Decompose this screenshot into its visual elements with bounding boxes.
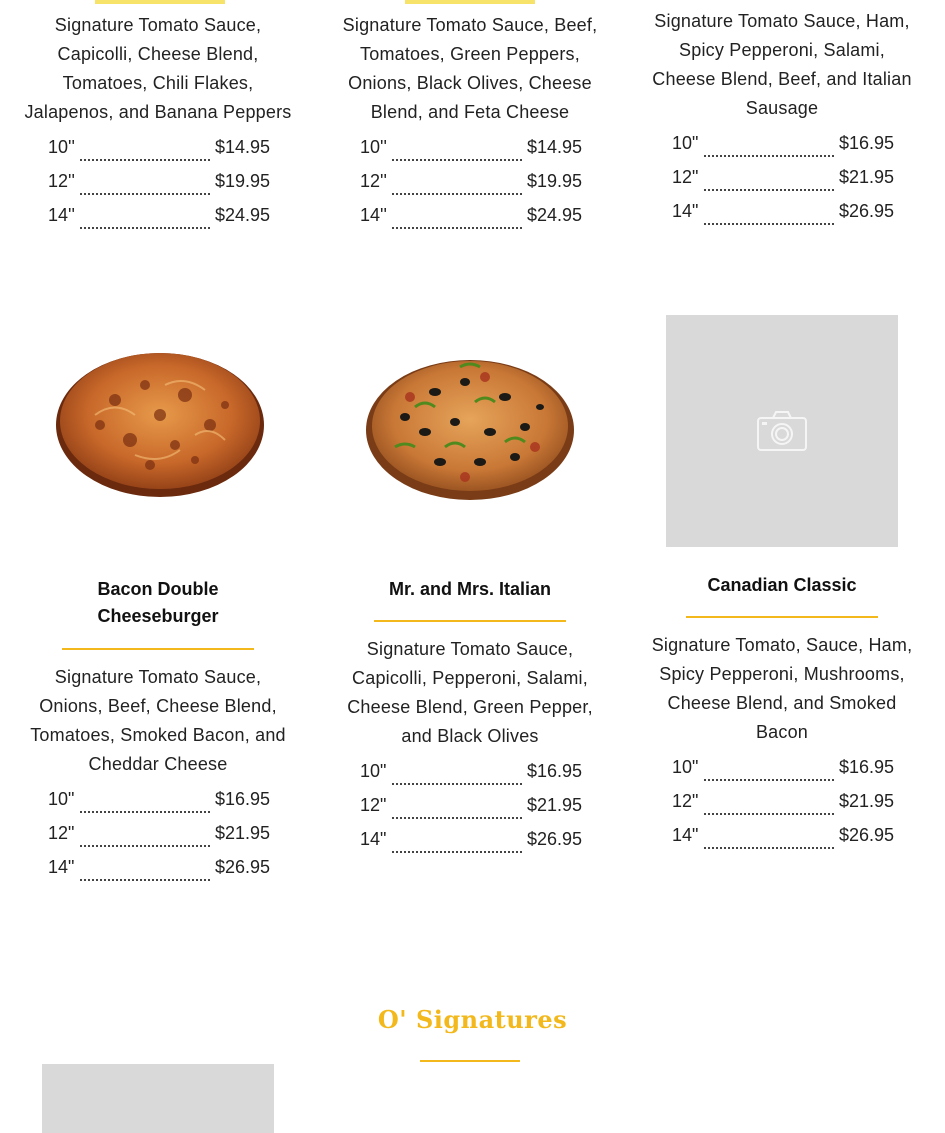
price-row: [48, 205, 293, 239]
price-row: [48, 137, 293, 171]
image-placeholder: [42, 1064, 274, 1133]
size-label: 12": [672, 167, 699, 187]
leader-dots: [704, 179, 834, 191]
price-value: $14.95: [215, 137, 271, 157]
title-divider: [374, 620, 566, 622]
leader-dots: [704, 769, 834, 781]
leader-dots: [80, 217, 210, 229]
menu-item-top-3: [647, 7, 917, 235]
size-label: 14'': [48, 205, 75, 225]
price-value: $16.95: [839, 133, 895, 153]
section-divider: [420, 1060, 520, 1062]
item-title: Canadian Classic: [707, 575, 857, 595]
item-description: Signature Tomato Sauce, Ham, Spicy Pepperoni, Salami, Cheese Blend, Beef, and Italian Sausage: [652, 11, 912, 118]
price-value: $24.95: [527, 205, 583, 225]
size-label: 10": [672, 133, 699, 153]
price-row: [48, 171, 293, 205]
price-value: $16.95: [527, 761, 583, 781]
size-label: 12": [48, 823, 75, 843]
price-value: $14.95: [527, 137, 583, 157]
size-label: 10": [48, 789, 75, 809]
size-label: 10": [360, 761, 387, 781]
title-divider: [686, 616, 878, 618]
price-value: $21.95: [839, 167, 895, 187]
leader-dots: [80, 801, 210, 813]
size-label: 10": [672, 757, 699, 777]
leader-dots: [704, 803, 834, 815]
leader-dots: [392, 149, 522, 161]
pizza-photo: [365, 352, 575, 502]
size-label: 12": [672, 791, 699, 811]
camera-placeholder-icon: [757, 411, 807, 451]
leader-dots: [392, 183, 522, 195]
image-placeholder: [666, 315, 898, 547]
price-value: $26.95: [215, 857, 271, 877]
menu-item-top-2: [335, 11, 605, 239]
menu-item-top-1: [23, 11, 293, 239]
accent-bar: [405, 0, 535, 4]
price-row: [360, 761, 605, 795]
price-value: $24.95: [215, 205, 271, 225]
price-row: [672, 167, 917, 201]
item-description: Signature Tomato Sauce, Capicolli, Cheese Blend, Tomatoes, Chili Flakes, Jalapenos, and Banana Peppers: [24, 15, 292, 122]
price-row: [672, 791, 917, 825]
leader-dots: [80, 835, 210, 847]
price-row: [48, 823, 293, 857]
item-title: Bacon Double Cheeseburger: [97, 579, 219, 626]
price-row: [48, 857, 293, 891]
price-row: [360, 205, 605, 239]
price-value: $19.95: [215, 171, 271, 191]
leader-dots: [704, 837, 834, 849]
price-row: [360, 829, 605, 863]
item-description: Signature Tomato, Sauce, Ham, Spicy Pepperoni, Mushrooms, Cheese Blend, and Smoked Bacon: [651, 635, 913, 742]
size-label: 14": [672, 201, 699, 221]
size-label: 12'': [48, 171, 75, 191]
price-row: [48, 789, 293, 823]
size-label: 14": [672, 825, 699, 845]
item-description: Signature Tomato Sauce, Onions, Beef, Cheese Blend, Tomatoes, Smoked Bacon, and Cheddar Cheese: [30, 667, 286, 774]
price-value: $21.95: [839, 791, 895, 811]
size-label: 12": [360, 795, 387, 815]
price-value: $19.95: [527, 171, 583, 191]
menu-item-mr-and-mrs-italian: [335, 576, 605, 863]
item-title: Mr. and Mrs. Italian: [388, 579, 552, 599]
size-label: 14": [360, 829, 387, 849]
price-list: [360, 761, 605, 863]
size-label: 14'': [360, 205, 387, 225]
item-description: Signature Tomato Sauce, Beef, Tomatoes, Green Peppers, Onions, Black Olives, Cheese Blend, and Feta Cheese: [342, 15, 598, 122]
leader-dots: [80, 183, 210, 195]
price-list: [672, 757, 917, 859]
size-label: 12'': [360, 171, 387, 191]
price-list: [360, 137, 605, 239]
price-list: [672, 133, 917, 235]
leader-dots: [392, 841, 522, 853]
menu-item-canadian-classic: [647, 572, 917, 859]
price-row: [360, 795, 605, 829]
leader-dots: [704, 213, 834, 225]
price-value: $26.95: [839, 201, 895, 221]
price-row: [672, 825, 917, 859]
accent-bar: [95, 0, 225, 4]
price-row: [360, 137, 605, 171]
leader-dots: [80, 149, 210, 161]
pizza-photo: [55, 345, 265, 500]
size-label: 14": [48, 857, 75, 877]
price-row: [672, 757, 917, 791]
price-row: [672, 201, 917, 235]
price-row: [672, 133, 917, 167]
price-value: $26.95: [527, 829, 583, 849]
leader-dots: [392, 773, 522, 785]
price-value: $16.95: [215, 789, 271, 809]
leader-dots: [392, 807, 522, 819]
title-divider: [62, 648, 254, 650]
price-list: [48, 137, 293, 239]
size-label: 10'': [48, 137, 75, 157]
price-list: [48, 789, 293, 891]
price-value: $16.95: [839, 757, 895, 777]
leader-dots: [80, 869, 210, 881]
item-description: Signature Tomato Sauce, Capicolli, Pepperoni, Salami, Cheese Blend, Green Pepper, and Black Olives: [347, 639, 593, 746]
price-value: $21.95: [527, 795, 583, 815]
section-title: O' Signatures: [377, 1005, 568, 1034]
price-row: [360, 171, 605, 205]
price-value: $21.95: [215, 823, 271, 843]
leader-dots: [392, 217, 522, 229]
menu-item-bacon-double-cheeseburger: [23, 576, 293, 891]
leader-dots: [704, 145, 834, 157]
price-value: $26.95: [839, 825, 895, 845]
size-label: 10'': [360, 137, 387, 157]
